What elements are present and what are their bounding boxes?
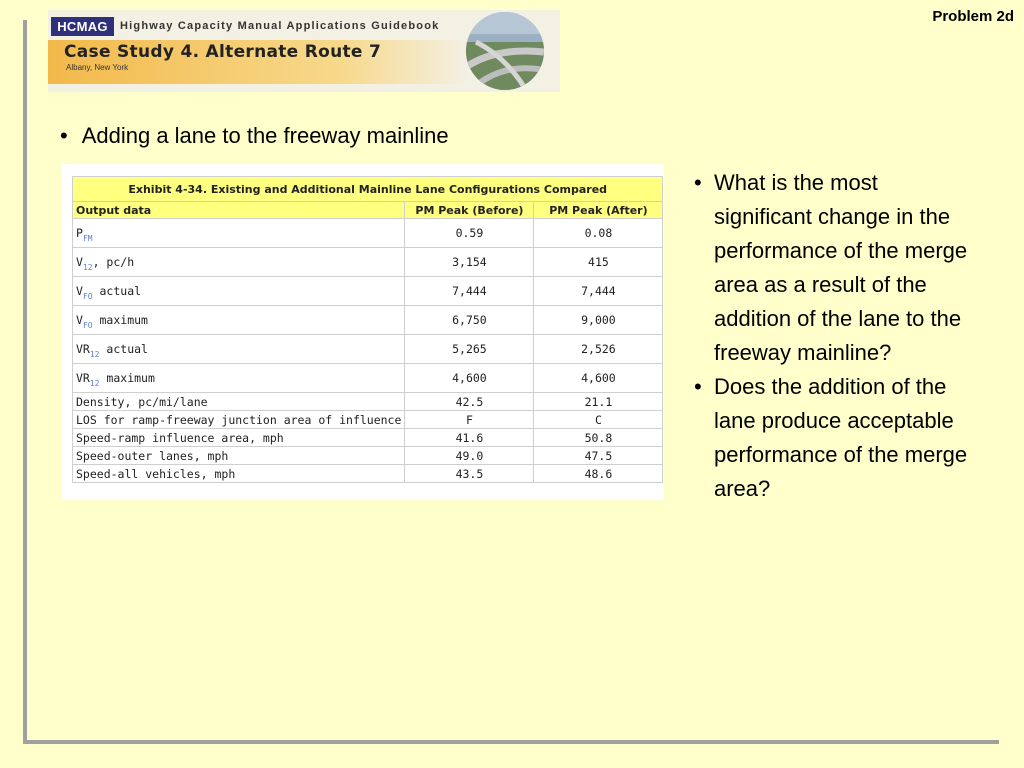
bullet-dot: • bbox=[694, 170, 702, 195]
row-value-before: 6,750 bbox=[405, 306, 534, 335]
table-row bbox=[73, 364, 663, 393]
table-row bbox=[73, 393, 663, 411]
row-label-text: V bbox=[76, 255, 83, 269]
row-label bbox=[73, 465, 405, 483]
hcmag-logo: HCMAG bbox=[51, 17, 114, 36]
row-label bbox=[73, 277, 405, 306]
row-label bbox=[73, 248, 405, 277]
freeway-interchange-photo bbox=[466, 12, 544, 90]
table-row bbox=[73, 335, 663, 364]
row-label-suffix: actual bbox=[99, 342, 148, 356]
main-bullet bbox=[60, 123, 449, 149]
row-label-subscript: 12 bbox=[89, 379, 100, 388]
row-value-before: 42.5 bbox=[405, 393, 534, 411]
row-value-before: 41.6 bbox=[405, 429, 534, 447]
row-value-after: 0.08 bbox=[534, 219, 663, 248]
row-label-suffix: maximum bbox=[99, 371, 155, 385]
row-label bbox=[73, 306, 405, 335]
row-label-subscript: FM bbox=[82, 234, 93, 243]
row-label bbox=[73, 393, 405, 411]
row-label-text: LOS for ramp-freeway junction area of influence bbox=[76, 412, 402, 427]
guidebook-title: Highway Capacity Manual Applications Guidebook bbox=[120, 20, 440, 32]
row-value-before: F bbox=[405, 411, 534, 429]
row-value-before: 3,154 bbox=[405, 248, 534, 277]
row-value-after: 50.8 bbox=[534, 429, 663, 447]
row-label bbox=[73, 335, 405, 364]
main-bullet-text: Adding a lane to the freeway mainline bbox=[81, 123, 449, 148]
slide-frame-left bbox=[23, 20, 27, 744]
row-value-after: 9,000 bbox=[534, 306, 663, 335]
row-value-after: 48.6 bbox=[534, 465, 663, 483]
exhibit-table-image bbox=[62, 164, 664, 500]
row-label bbox=[73, 429, 405, 447]
row-label-subscript: FO bbox=[82, 321, 93, 330]
exhibit-title: Exhibit 4-34. Existing and Additional Mainline Lane Configurations Compared bbox=[73, 177, 663, 202]
table-row bbox=[73, 447, 663, 465]
exhibit-table bbox=[72, 176, 663, 483]
col-header-output: Output data bbox=[73, 202, 405, 219]
row-value-before: 7,444 bbox=[405, 277, 534, 306]
table-row bbox=[73, 306, 663, 335]
table-row bbox=[73, 219, 663, 248]
question-text: What is the most significant change in the performance of the merge area as a result of the addition of the lane to the freeway mainline? bbox=[714, 170, 968, 365]
case-study-title: Case Study 4. Alternate Route 7 bbox=[64, 42, 382, 62]
bullet-dot: • bbox=[694, 374, 702, 399]
row-label-text: VR bbox=[76, 371, 90, 385]
row-label-text: P bbox=[76, 226, 83, 240]
row-value-before: 5,265 bbox=[405, 335, 534, 364]
row-label-subscript: 12 bbox=[82, 263, 93, 272]
row-label-suffix: actual bbox=[92, 284, 142, 298]
row-value-before: 0.59 bbox=[405, 219, 534, 248]
header-banner bbox=[48, 10, 560, 92]
exhibit-body bbox=[73, 219, 663, 483]
row-label-text: V bbox=[76, 284, 83, 298]
row-label-text: Speed-outer lanes, mph bbox=[76, 448, 229, 463]
problem-label: Problem 2d bbox=[932, 8, 1014, 25]
row-value-after: 4,600 bbox=[534, 364, 663, 393]
row-label-suffix: maximum bbox=[92, 313, 148, 327]
table-row bbox=[73, 277, 663, 306]
row-value-after: 47.5 bbox=[534, 447, 663, 465]
row-value-after: C bbox=[534, 411, 663, 429]
row-label bbox=[73, 219, 405, 248]
row-label-text: Speed-all vehicles, mph bbox=[76, 466, 236, 481]
row-label bbox=[73, 447, 405, 465]
table-row bbox=[73, 248, 663, 277]
exhibit-header-row bbox=[73, 202, 663, 219]
col-header-before: PM Peak (Before) bbox=[405, 202, 534, 219]
bullet-dot: • bbox=[60, 123, 68, 148]
question-item bbox=[694, 370, 974, 506]
row-value-after: 21.1 bbox=[534, 393, 663, 411]
questions-list bbox=[694, 166, 974, 506]
row-label-text: Speed-ramp influence area, mph bbox=[76, 430, 284, 445]
table-row bbox=[73, 465, 663, 483]
row-label-subscript: 12 bbox=[89, 350, 100, 359]
row-label-text: Density, pc/mi/lane bbox=[76, 394, 208, 409]
row-label bbox=[73, 364, 405, 393]
row-value-before: 43.5 bbox=[405, 465, 534, 483]
row-label bbox=[73, 411, 405, 429]
row-label-text: VR bbox=[76, 342, 90, 356]
col-header-after: PM Peak (After) bbox=[534, 202, 663, 219]
row-value-after: 2,526 bbox=[534, 335, 663, 364]
question-item bbox=[694, 166, 974, 370]
row-value-after: 7,444 bbox=[534, 277, 663, 306]
exhibit-title-row bbox=[73, 177, 663, 202]
row-value-before: 4,600 bbox=[405, 364, 534, 393]
table-row bbox=[73, 429, 663, 447]
slide-frame-bottom bbox=[23, 740, 999, 744]
case-study-location: Albany, New York bbox=[66, 63, 129, 72]
row-value-after: 415 bbox=[534, 248, 663, 277]
row-value-before: 49.0 bbox=[405, 447, 534, 465]
table-row bbox=[73, 411, 663, 429]
row-label-subscript: FO bbox=[82, 292, 93, 301]
row-label-text: V bbox=[76, 313, 83, 327]
row-label-suffix: , pc/h bbox=[92, 255, 135, 269]
question-text: Does the addition of the lane produce acceptable performance of the merge area? bbox=[714, 374, 968, 501]
